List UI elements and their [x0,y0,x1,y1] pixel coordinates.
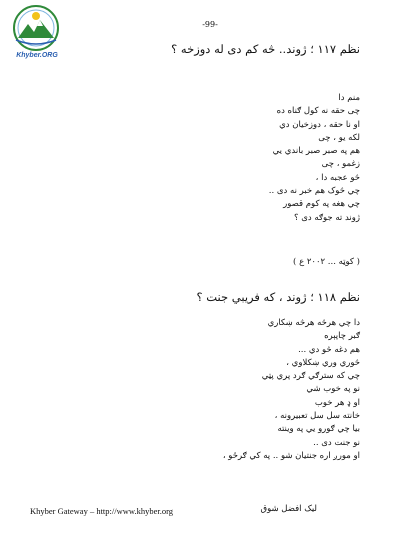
poem-line: او نا حقه ، دوزخیان دي [279,119,360,130]
poem-line: چي هغه په کوم قصور [283,199,360,210]
khyber-logo-icon [8,4,64,56]
poem-117-date: ( کوټه ... ۲۰۰۲ ع ) [293,257,360,267]
footer-site: Khyber Gateway – http://www.khyber.org [30,506,174,516]
poem-line: چي که سترګي ګرد پري پټي [261,371,360,382]
poem-line: دا چي هرڅه هرڅه ښکاري [267,318,360,328]
poem-line: ژوند ته جوګه دی ؟ [294,212,360,223]
poem-line: هم دغه څو دي ... [298,344,360,355]
poem-line: ګبر چاپېره [324,331,360,342]
poem-line: زغمو ، چی [321,159,360,170]
poem-line: څوري وري ښکلاوي ، [286,357,360,368]
poem-line: منم دا [338,93,360,103]
poem-line: او ډ هر خوب [314,397,360,408]
logo-caption: Khyber.ORG [16,52,58,59]
poem-line: هم په صبر صبر باندي يي [272,146,360,157]
poem-117-body [269,92,360,225]
poem-line: خانته سل سل تعبیرونه ، [274,411,360,422]
poem-title-117: نظم ۱۱۷ ؛ ژوند.. څه کم دی له دوزخه ؟ [171,42,360,56]
poem-line: چي څوک هم خبر نه دی .. [268,186,360,197]
khyber-logo [8,4,64,56]
poem-line: او مورږ اره جنتیان شو .. په کي ګرځو ، [222,450,360,461]
poem-line: چی حقه نه کول ګناه ده [276,106,360,117]
footer-author: لیک افضل شوق [260,504,317,514]
poem-line: نو په خوب شي [306,384,360,395]
poem-line: بیا چي ګورو يي په وینته [277,424,360,435]
poem-title-118: نظم ۱۱۸ ؛ ژوند ، که فریبي جنت ؟ [196,290,360,304]
poem-line: لکه یو ، چی [318,132,360,143]
poem-line: څو عجبه دا ، [315,172,360,183]
page-number: -99- [202,20,218,29]
poem-118-body [223,317,360,463]
poem-line: نو جنت دی .. [313,437,360,448]
